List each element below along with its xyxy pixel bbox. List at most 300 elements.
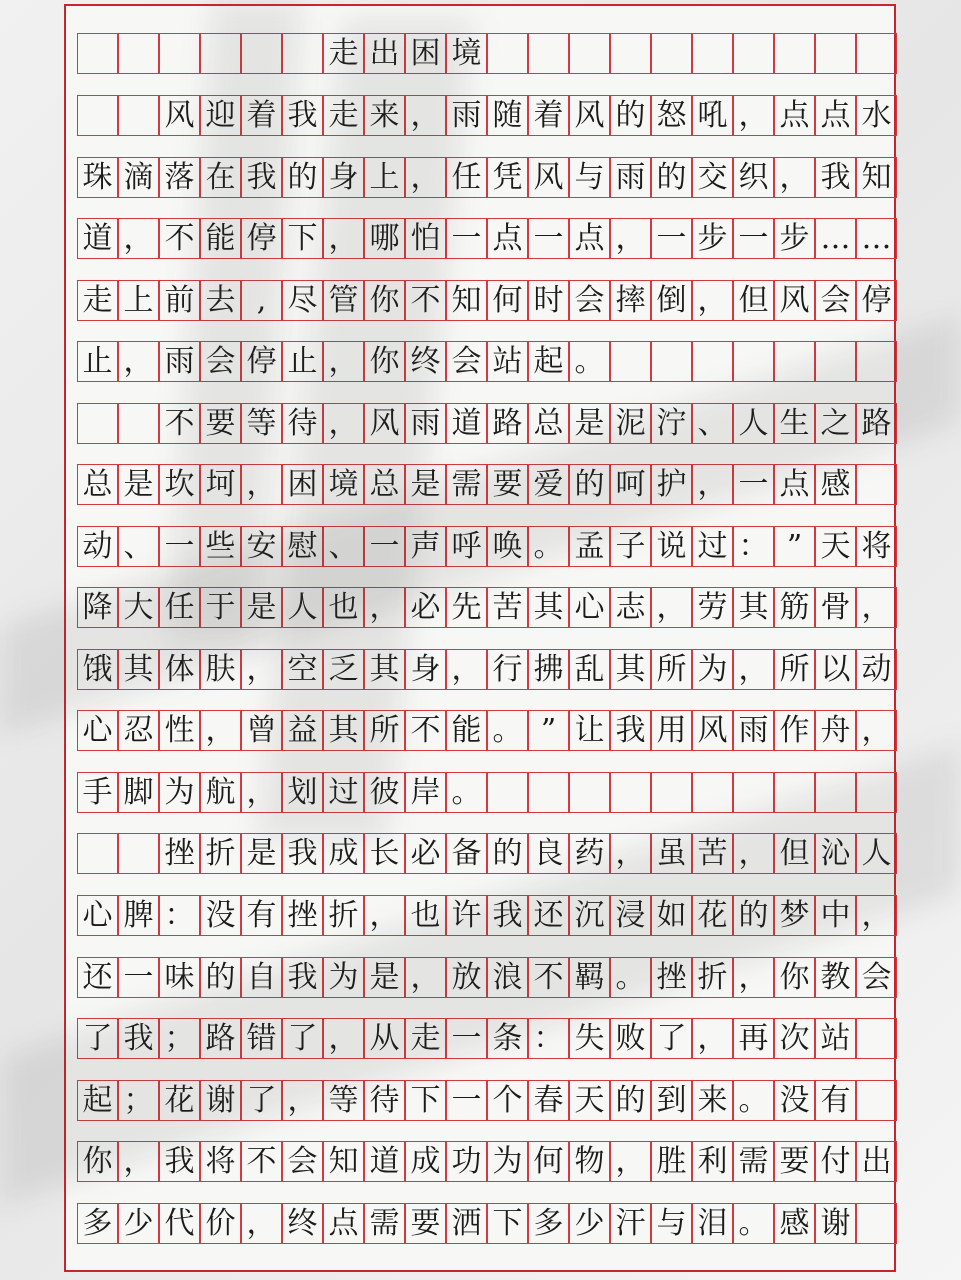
grid-cell: [774, 33, 815, 74]
grid-cell: 手: [77, 772, 118, 813]
grid-cell: 挫: [651, 957, 692, 998]
grid-cell: 上: [118, 280, 159, 321]
grid-cell: 走: [405, 1018, 446, 1059]
grid-cell: 个: [487, 1080, 528, 1121]
grid-cell: [692, 341, 733, 382]
grid-cell: 去: [200, 280, 241, 321]
grid-cell: 是: [364, 957, 405, 998]
grid-cell: 会: [282, 1141, 323, 1182]
grid-cell: 慰: [282, 526, 323, 567]
grid-cell: 步: [692, 218, 733, 259]
grid-cell: 、: [692, 403, 733, 444]
grid-cell: 再: [733, 1018, 774, 1059]
grid-cell: 志: [610, 587, 651, 628]
grid-cell: 我: [118, 1018, 159, 1059]
grid-cell: ；: [159, 1018, 200, 1059]
grid-cell: 点: [569, 218, 610, 259]
grid-cell: 苦: [487, 587, 528, 628]
grid-cell: ,: [241, 280, 282, 321]
grid-cell: 忍: [118, 710, 159, 751]
grid-cell: [77, 833, 118, 874]
grid-cell: 长: [364, 833, 405, 874]
grid-cell: ，: [692, 1018, 733, 1059]
grid-cell: 浸: [610, 895, 651, 936]
grid-cell: 道: [446, 403, 487, 444]
grid-cell: 折: [692, 957, 733, 998]
grid-cell: 自: [241, 957, 282, 998]
grid-cell: 孟: [569, 526, 610, 567]
grid-cell: 爱: [528, 464, 569, 505]
grid-cell: 终: [282, 1203, 323, 1244]
grid-cell: 作: [774, 710, 815, 751]
grid-cell: 下: [282, 218, 323, 259]
grid-cell: 过: [323, 772, 364, 813]
grid-cell: 来: [364, 95, 405, 136]
grid-cell: 等: [323, 1080, 364, 1121]
grid-cell: ，: [733, 649, 774, 690]
grid-cell: 曾: [241, 710, 282, 751]
grid-cell: 出: [856, 1141, 897, 1182]
grid-cell: 我: [610, 710, 651, 751]
grid-cell: 你: [774, 957, 815, 998]
grid-cell: 泥: [610, 403, 651, 444]
grid-cell: 起: [77, 1080, 118, 1121]
grid-cell: ，: [323, 403, 364, 444]
grid-cell: 其: [733, 587, 774, 628]
grid-cell: 其: [118, 649, 159, 690]
grid-cell: ，: [282, 1080, 323, 1121]
grid-cell: 我: [159, 1141, 200, 1182]
grid-cell: ，: [200, 710, 241, 751]
grid-cell: 失: [569, 1018, 610, 1059]
grid-cell: 不: [405, 280, 446, 321]
grid-cell: 总: [528, 403, 569, 444]
grid-cell: 待: [364, 1080, 405, 1121]
grid-cell: 尽: [282, 280, 323, 321]
grid-cell: ，: [364, 587, 405, 628]
grid-cell: ，: [856, 710, 897, 751]
grid-cell: 备: [446, 833, 487, 874]
grid-cell: 少: [118, 1203, 159, 1244]
grid-cell: 一: [446, 218, 487, 259]
grid-cell: 泪: [692, 1203, 733, 1244]
grid-cell: 划: [282, 772, 323, 813]
grid-cell: 说: [651, 526, 692, 567]
grid-cell: 泞: [651, 403, 692, 444]
grid-cell: ，: [774, 157, 815, 198]
grid-cell: 让: [569, 710, 610, 751]
grid-cell: 唤: [487, 526, 528, 567]
grid-cell: 风: [159, 95, 200, 136]
grid-cell: 中: [815, 895, 856, 936]
grid-cell: [774, 341, 815, 382]
grid-cell: 着: [241, 95, 282, 136]
grid-cell: 不: [159, 403, 200, 444]
grid-cell: 会: [446, 341, 487, 382]
grid-cell: 了: [77, 1018, 118, 1059]
text-row: [77, 403, 897, 444]
grid-cell: 折: [323, 895, 364, 936]
grid-cell: 路: [487, 403, 528, 444]
grid-cell: 不: [159, 218, 200, 259]
grid-cell: 胜: [651, 1141, 692, 1182]
grid-cell: 良: [528, 833, 569, 874]
grid-cell: 脚: [118, 772, 159, 813]
grid-cell: 降: [77, 587, 118, 628]
grid-cell: 付: [815, 1141, 856, 1182]
grid-cell: 大: [118, 587, 159, 628]
grid-cell: [77, 33, 118, 74]
text-row: [77, 710, 897, 751]
grid-cell: 坎: [159, 464, 200, 505]
grid-cell: 过: [692, 526, 733, 567]
grid-cell: 安: [241, 526, 282, 567]
grid-cell: 任: [446, 157, 487, 198]
grid-cell: 水: [856, 95, 897, 136]
grid-cell: 走: [77, 280, 118, 321]
grid-cell: 是: [118, 464, 159, 505]
grid-cell: 。: [733, 1080, 774, 1121]
text-row: [77, 218, 897, 259]
grid-cell: 味: [159, 957, 200, 998]
grid-cell: [856, 341, 897, 382]
grid-cell: 一: [364, 526, 405, 567]
grid-cell: 哪: [364, 218, 405, 259]
grid-cell: 的: [282, 157, 323, 198]
grid-cell: ，: [323, 218, 364, 259]
grid-cell: ，: [118, 341, 159, 382]
grid-cell: 其: [528, 587, 569, 628]
grid-cell: 以: [815, 649, 856, 690]
grid-cell: ，: [118, 218, 159, 259]
grid-cell: 先: [446, 587, 487, 628]
grid-cell: 凭: [487, 157, 528, 198]
grid-cell: [733, 341, 774, 382]
grid-cell: [856, 1080, 897, 1121]
grid-cell: 终: [405, 341, 446, 382]
grid-cell: ，: [323, 1018, 364, 1059]
grid-cell: 是: [405, 464, 446, 505]
grid-cell: 不: [405, 710, 446, 751]
grid-cell: 能: [446, 710, 487, 751]
grid-cell: ，: [610, 1141, 651, 1182]
grid-cell: [815, 341, 856, 382]
grid-cell: 代: [159, 1203, 200, 1244]
grid-cell: 所: [651, 649, 692, 690]
grid-cell: 其: [610, 649, 651, 690]
grid-cell: 的: [569, 464, 610, 505]
grid-cell: 困: [405, 33, 446, 74]
grid-cell: 是: [241, 833, 282, 874]
grid-cell: 走: [323, 95, 364, 136]
grid-cell: 下: [487, 1203, 528, 1244]
grid-cell: 必: [405, 587, 446, 628]
grid-cell: 岸: [405, 772, 446, 813]
grid-cell: 风: [364, 403, 405, 444]
grid-cell: 条: [487, 1018, 528, 1059]
grid-cell: 价: [200, 1203, 241, 1244]
text-row: [77, 833, 897, 874]
grid-cell: 吼: [692, 95, 733, 136]
grid-cell: 时: [528, 280, 569, 321]
grid-cell: 药: [569, 833, 610, 874]
grid-cell: ：: [733, 526, 774, 567]
grid-cell: 生: [774, 403, 815, 444]
grid-cell: [159, 33, 200, 74]
grid-cell: 没: [774, 1080, 815, 1121]
text-row: [77, 1018, 897, 1059]
grid-cell: 一: [446, 1080, 487, 1121]
grid-cell: 败: [610, 1018, 651, 1059]
grid-cell: 功: [446, 1141, 487, 1182]
grid-cell: 。: [733, 1203, 774, 1244]
grid-cell: ，: [692, 464, 733, 505]
grid-cell: 将: [856, 526, 897, 567]
grid-cell: [118, 95, 159, 136]
grid-cell: 声: [405, 526, 446, 567]
grid-cell: 身: [405, 649, 446, 690]
grid-cell: 要: [200, 403, 241, 444]
grid-cell: 的: [733, 895, 774, 936]
grid-cell: 停: [241, 218, 282, 259]
grid-cell: 雨: [610, 157, 651, 198]
grid-cell: 。: [569, 341, 610, 382]
grid-cell: …: [856, 218, 897, 259]
grid-cell: 苦: [692, 833, 733, 874]
grid-cell: 不: [241, 1141, 282, 1182]
grid-cell: 停: [856, 280, 897, 321]
grid-cell: 也: [405, 895, 446, 936]
grid-cell: 何: [487, 280, 528, 321]
grid-cell: ：: [159, 895, 200, 936]
grid-cell: 一: [733, 464, 774, 505]
grid-cell: ，: [241, 464, 282, 505]
grid-cell: 等: [241, 403, 282, 444]
grid-cell: 挫: [282, 895, 323, 936]
grid-cell: ，: [118, 1141, 159, 1182]
grid-cell: 会: [569, 280, 610, 321]
grid-cell: 感: [815, 464, 856, 505]
grid-cell: 路: [856, 403, 897, 444]
text-row: [77, 526, 897, 567]
grid-cell: 你: [364, 280, 405, 321]
grid-cell: 步: [774, 218, 815, 259]
grid-cell: 前: [159, 280, 200, 321]
grid-cell: 境: [323, 464, 364, 505]
text-row: [77, 1080, 897, 1121]
grid-cell: [569, 33, 610, 74]
grid-cell: 了: [282, 1018, 323, 1059]
grid-cell: [856, 772, 897, 813]
grid-cell: ，: [733, 833, 774, 874]
grid-cell: 任: [159, 587, 200, 628]
grid-cell: 心: [77, 895, 118, 936]
grid-cell: 如: [651, 895, 692, 936]
grid-cell: 站: [487, 341, 528, 382]
grid-cell: [610, 33, 651, 74]
grid-cell: [692, 33, 733, 74]
grid-cell: ，: [733, 957, 774, 998]
grid-cell: 成: [323, 833, 364, 874]
grid-cell: 之: [815, 403, 856, 444]
grid-cell: 滴: [118, 157, 159, 198]
grid-cell: 点: [774, 95, 815, 136]
grid-cell: ，: [856, 587, 897, 628]
grid-cell: 点: [487, 218, 528, 259]
grid-cell: 织: [733, 157, 774, 198]
text-row: [77, 280, 897, 321]
grid-cell: [815, 772, 856, 813]
grid-cell: 乱: [569, 649, 610, 690]
grid-cell: 一: [651, 218, 692, 259]
grid-cell: 止: [77, 341, 118, 382]
grid-cell: 多: [528, 1203, 569, 1244]
grid-cell: 着: [528, 95, 569, 136]
grid-cell: 一: [118, 957, 159, 998]
grid-cell: 管: [323, 280, 364, 321]
grid-cell: 起: [528, 341, 569, 382]
grid-cell: 舟: [815, 710, 856, 751]
grid-cell: 风: [528, 157, 569, 198]
grid-cell: 出: [364, 33, 405, 74]
grid-cell: 呼: [446, 526, 487, 567]
grid-cell: 其: [323, 710, 364, 751]
grid-cell: 人: [856, 833, 897, 874]
grid-cell: 你: [77, 1141, 118, 1182]
grid-cell: 劳: [692, 587, 733, 628]
grid-cell: ，: [651, 587, 692, 628]
grid-cell: ：: [528, 1018, 569, 1059]
grid-cell: 骨: [815, 587, 856, 628]
grid-cell: ，: [241, 649, 282, 690]
grid-cell: 知: [856, 157, 897, 198]
grid-cell: 雨: [159, 341, 200, 382]
grid-cell: 了: [241, 1080, 282, 1121]
grid-cell: 、: [118, 526, 159, 567]
grid-cell: ，: [692, 280, 733, 321]
grid-cell: 还: [77, 957, 118, 998]
grid-cell: 能: [200, 218, 241, 259]
grid-cell: [651, 341, 692, 382]
grid-cell: [487, 33, 528, 74]
grid-cell: 也: [323, 587, 364, 628]
text-row: [77, 649, 897, 690]
grid-cell: [733, 772, 774, 813]
grid-cell: 是: [241, 587, 282, 628]
grid-cell: 没: [200, 895, 241, 936]
grid-cell: 一: [733, 218, 774, 259]
grid-cell: 你: [364, 341, 405, 382]
grid-cell: ，: [364, 895, 405, 936]
grid-cell: 需: [446, 464, 487, 505]
grid-cell: 到: [651, 1080, 692, 1121]
grid-cell: 航: [200, 772, 241, 813]
text-row: [77, 95, 897, 136]
grid-cell: [528, 772, 569, 813]
grid-cell: 与: [651, 1203, 692, 1244]
grid-cell: 何: [528, 1141, 569, 1182]
grid-cell: ，: [733, 95, 774, 136]
grid-cell: 一: [446, 1018, 487, 1059]
grid-cell: 我: [815, 157, 856, 198]
grid-cell: 路: [200, 1018, 241, 1059]
grid-cell: 坷: [200, 464, 241, 505]
grid-cell: 脾: [118, 895, 159, 936]
grid-cell: 汗: [610, 1203, 651, 1244]
grid-cell: 困: [282, 464, 323, 505]
grid-cell: 谢: [200, 1080, 241, 1121]
grid-cell: 我: [282, 957, 323, 998]
grid-cell: 要: [487, 464, 528, 505]
grid-cell: [651, 772, 692, 813]
grid-cell: 点: [774, 464, 815, 505]
grid-cell: 。: [610, 957, 651, 998]
grid-cell: 行: [487, 649, 528, 690]
grid-cell: 落: [159, 157, 200, 198]
grid-cell: [733, 33, 774, 74]
grid-cell: 为: [692, 649, 733, 690]
grid-cell: [77, 403, 118, 444]
grid-cell: [528, 33, 569, 74]
grid-cell: 沉: [569, 895, 610, 936]
grid-cell: 天: [815, 526, 856, 567]
grid-cell: 错: [241, 1018, 282, 1059]
grid-cell: 、: [323, 526, 364, 567]
grid-cell: 所: [364, 710, 405, 751]
grid-cell: 需: [733, 1141, 774, 1182]
grid-cell: 在: [200, 157, 241, 198]
grid-cell: 于: [200, 587, 241, 628]
grid-cell: ，: [405, 957, 446, 998]
grid-cell: 折: [200, 833, 241, 874]
grid-cell: 人: [733, 403, 774, 444]
grid-cell: [610, 341, 651, 382]
grid-cell: 道: [364, 1141, 405, 1182]
grid-cell: 走: [323, 33, 364, 74]
grid-cell: 怕: [405, 218, 446, 259]
grid-cell: 我: [282, 95, 323, 136]
grid-cell: 待: [282, 403, 323, 444]
grid-cell: [118, 833, 159, 874]
grid-cell: 的: [651, 157, 692, 198]
grid-cell: [241, 33, 282, 74]
grid-cell: 。: [446, 772, 487, 813]
text-row: [77, 157, 897, 198]
grid-cell: 春: [528, 1080, 569, 1121]
grid-cell: 随: [487, 95, 528, 136]
grid-cell: 停: [241, 341, 282, 382]
grid-cell: 的: [610, 95, 651, 136]
grid-cell: 点: [323, 1203, 364, 1244]
grid-cell: 境: [446, 33, 487, 74]
grid-cell: 将: [200, 1141, 241, 1182]
grid-cell: [77, 95, 118, 136]
grid-cell: 子: [610, 526, 651, 567]
grid-cell: 总: [364, 464, 405, 505]
grid-cell: ，: [610, 833, 651, 874]
grid-cell: 呵: [610, 464, 651, 505]
grid-cell: 要: [774, 1141, 815, 1182]
grid-cell: 浪: [487, 957, 528, 998]
grid-cell: 知: [323, 1141, 364, 1182]
grid-cell: 教: [815, 957, 856, 998]
grid-cell: …: [815, 218, 856, 259]
grid-cell: ，: [405, 95, 446, 136]
grid-cell: [610, 772, 651, 813]
grid-cell: 花: [692, 895, 733, 936]
grid-cell: ，: [241, 772, 282, 813]
grid-cell: 动: [77, 526, 118, 567]
